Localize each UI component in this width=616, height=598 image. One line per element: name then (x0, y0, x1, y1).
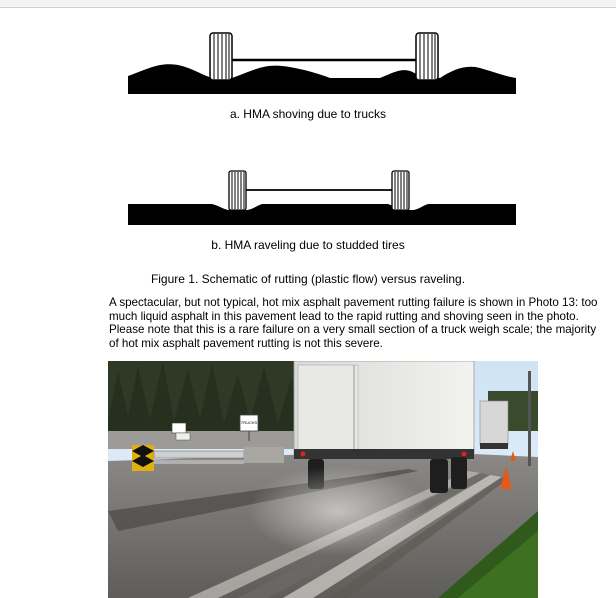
caption-a: a. HMA shoving due to trucks (229, 107, 387, 121)
tire-left-b (229, 171, 246, 210)
caption-b: b. HMA raveling due to studded tires (211, 238, 405, 252)
tire-right-b (392, 171, 409, 210)
tire-right-a (416, 33, 438, 80)
diagram-shoving (0, 28, 616, 98)
body-paragraph: A spectacular, but not typical, hot mix asphalt pavement rutting failure is shown in Photo 13: too much liquid asphalt in this pavement lead to the rapid rutting and shoving seen in the photo. Please note that this is a rare failure on a very small section of a truck weigh scale; the majority of hot mix asphalt pavement rutting is not this severe. (109, 296, 598, 350)
photo-rutting-failure (108, 361, 538, 598)
tire-left-a (210, 33, 232, 80)
cropped-header-strip (0, 0, 616, 8)
roadside-sign-text: TRUCKS (240, 420, 258, 425)
diagram-raveling (0, 168, 616, 228)
figure-title: Figure 1. Schematic of rutting (plastic flow) versus raveling. (150, 272, 466, 286)
